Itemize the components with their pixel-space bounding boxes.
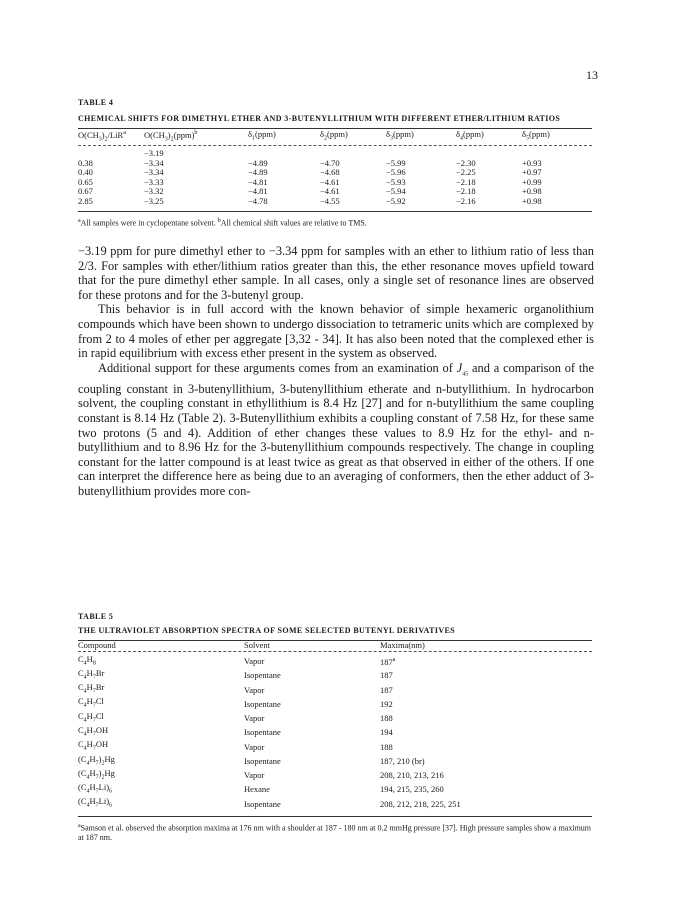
body-text: [78, 244, 594, 499]
table-cell: $C_4H_7Br$: [78, 667, 105, 681]
table-cell: Isopentane: [244, 798, 281, 809]
table-cell: 208, 212, 218, 225, 251: [380, 798, 461, 809]
table-cell: 0.65: [78, 176, 93, 187]
table-cell: −4.89: [248, 157, 268, 168]
table-row: [78, 740, 592, 754]
table-cell: Isopentane: [244, 727, 281, 738]
table-cell: +0.97: [522, 167, 542, 178]
table-4-header: $\delta_1(ppm)$: [248, 128, 276, 142]
table-row: [78, 669, 592, 683]
table-row: [78, 197, 592, 207]
table-cell: −4.78: [248, 196, 268, 207]
table-row: [78, 683, 592, 697]
table-4-bottom-rule: [78, 211, 592, 212]
table-cell: $(C_4H_7)_2Hg$: [78, 753, 115, 767]
table-cell: −4.70: [320, 157, 340, 168]
paragraph-3: Additional support for these arguments comes from an examination of $J_{45}$ and a comparison of the coupling constant in 3-butenyllithium, 3-butenyllithium etherate and n-butyllithium. In hydrocarbon solvent, the coupling constant in ethyllithium is 8.4 Hz [27] and for n-butyllithium the same coupling constant is 8.14 Hz (Table 2). 3-Butenyllithium exhibits a coupling constant of 7.58 Hz, for these same two protons (5 and 4). Addition of ether changes these values to 8.9 Hz for the ethyl- and n-butyllithium and to 8.96 Hz for the 3-butenyllithium compounds respectively. The change in coupling constant for the latter compound is at least twice as great as that observed in either of the others. If one can interpret the difference here as being due to an averaging of conformers, then the ether adduct of 3-butenyllithium provides more con-: [78, 360, 594, 498]
table-cell: Vapor: [244, 655, 265, 666]
table-4-header: $\delta_2(ppm)$: [320, 128, 348, 142]
table-cell: −4.81: [248, 176, 268, 187]
table-4-grid: [78, 129, 592, 207]
table-row: [78, 697, 592, 711]
table-cell: −3.19: [144, 148, 164, 159]
table-5-grid: [78, 641, 592, 812]
table-cell: 0.38: [78, 157, 93, 168]
table-row: [78, 712, 592, 726]
table-cell: 208, 210, 213, 216: [380, 770, 444, 781]
table-row: [78, 797, 592, 811]
table-cell: $C_4H_7OH$: [78, 725, 109, 738]
table-4-title: CHEMICAL SHIFTS FOR DIMETHYL ETHER AND 3-BUTENYLLITHIUM WITH DIFFERENT ETHER/LITHIUM RATIOS: [78, 114, 561, 123]
table-cell: 2.85: [78, 196, 93, 207]
table-cell: −3.34: [144, 167, 164, 178]
table-cell: Vapor: [244, 713, 265, 724]
table-cell: −5.92: [386, 196, 406, 207]
table-cell: Hexane: [244, 784, 270, 795]
table-row: [78, 769, 592, 783]
table-4-header: $\delta_3(ppm)$: [386, 128, 414, 142]
table-4-header: $O(CH_3)_2(ppm)^b$: [144, 129, 198, 143]
table-5-header: Compound: [78, 640, 116, 650]
table-5-header-row: [78, 641, 592, 651]
table-cell: 194: [380, 727, 393, 738]
table-cell: Isopentane: [244, 670, 281, 681]
table-4-header-rule: [78, 145, 592, 146]
table-cell: −4.55: [320, 196, 340, 207]
table-cell: Isopentane: [244, 755, 281, 766]
table-cell: −4.89: [248, 167, 268, 178]
table-cell: −4.81: [248, 186, 268, 197]
table-row: [78, 726, 592, 740]
table-cell: 188: [380, 741, 393, 752]
table-4-header: $\delta_5(ppm)$: [522, 128, 550, 142]
table-row: [78, 755, 592, 769]
table-cell: −2.18: [456, 186, 476, 197]
table-cell: −2.25: [456, 167, 476, 178]
table-cell: −3.33: [144, 176, 164, 187]
paragraph-2: This behavior is in full accord with the known behavior of simple hexameric organolithium compounds which have been shown to undergo dissociation to tetrameric units which are complexed by from 2 to 4 moles of ether per aggregate [3,32 - 34]. It has also been noted that the complexed ether is in rapid equilibrium with excess ether present in the system as observed.: [78, 302, 594, 361]
table-cell: +0.98: [522, 196, 542, 207]
table-5-title: THE ULTRAVIOLET ABSORPTION SPECTRA OF SOME SELECTED BUTENYL DERIVATIVES: [78, 626, 456, 635]
table-5-footnote: $^a$Samson et al. observed the absorption maxima at 176 nm with a shoulder at 187 - 180 nm at 0.2 mmHg pressure [37]. High pressure samples show a maximum at 187 nm.: [78, 822, 592, 843]
table-cell: −3.32: [144, 186, 164, 197]
table-cell: 0.67: [78, 186, 93, 197]
table-cell: $C_4H_8$: [78, 653, 96, 667]
table-cell: 187, 210 (br): [380, 755, 425, 766]
table-cell: −5.96: [386, 167, 406, 178]
table-cell: 192: [380, 698, 393, 709]
table-row: [78, 655, 592, 669]
table-cell: −3.34: [144, 157, 164, 168]
table-cell: −2.18: [456, 176, 476, 187]
table-4-header: $\delta_4(ppm)$: [456, 128, 484, 142]
table-cell: −5.99: [386, 157, 406, 168]
table-cell: $C_4H_7Cl$: [78, 696, 104, 710]
table-cell: −4.61: [320, 176, 340, 187]
table-cell: Isopentane: [244, 698, 281, 709]
table-cell: −5.94: [386, 186, 406, 197]
table-cell: +0.98: [522, 186, 542, 197]
table-cell: −4.68: [320, 167, 340, 178]
table-cell: 0.40: [78, 167, 93, 178]
table-5-header: Solvent: [244, 640, 270, 650]
paragraph-1: −3.19 ppm for pure dimethyl ether to −3.34 ppm for samples with an ether to lithium ratio of less than 2/3. For samples with ether/lithium ratios greater than this, the ether resonance moves upfield toward that for the pure dimethyl ether sample. In all cases, only a single set of resonance lines are observed for these protons and for the 3-butenyl group.: [78, 244, 594, 302]
table-cell: $C_4H_7Cl$: [78, 710, 104, 724]
table-cell: −2.30: [456, 157, 476, 168]
table-4-header: $O(CH_3)_2/LiR^a$: [78, 129, 126, 143]
table-cell: Vapor: [244, 770, 265, 781]
table-row: [78, 783, 592, 797]
table-cell: 188: [380, 713, 393, 724]
table-5-header: Maxima(nm): [380, 640, 425, 650]
table-cell: −5.93: [386, 176, 406, 187]
table-4-footnote: $^a$All samples were in cyclopentane solvent. $^b$All chemical shift values are relative to TMS.: [78, 217, 367, 228]
table-cell: +0.99: [522, 176, 542, 187]
table-cell: $(C_4H_7Li)_6$: [78, 796, 113, 810]
table-cell: $(C_4H_7Li)_6$: [78, 782, 113, 795]
table-4: [78, 98, 592, 228]
table-cell: −2.16: [456, 196, 476, 207]
table-cell: +0.93: [522, 157, 542, 168]
table-cell: $(C_4H_7)_2Hg$: [78, 767, 115, 781]
table-5-label: TABLE 5: [78, 612, 114, 621]
table-cell: 187: [380, 684, 393, 695]
table-cell: Vapor: [244, 741, 265, 752]
table-5-bottom-rule: [78, 816, 592, 817]
table-5: [78, 612, 592, 843]
table-cell: −4.61: [320, 186, 340, 197]
table-4-header-row: [78, 129, 592, 145]
table-cell: 187$^a$: [380, 656, 396, 667]
table-cell: 194, 215, 235, 260: [380, 784, 444, 795]
table-cell: Vapor: [244, 684, 265, 695]
table-cell: −3.25: [144, 196, 164, 207]
page-number: 13: [586, 68, 598, 82]
table-cell: $C_4H_7Br$: [78, 682, 105, 695]
table-cell: 187: [380, 670, 393, 681]
table-5-header-rule: [78, 651, 592, 652]
table-cell: $C_4H_7OH$: [78, 739, 109, 752]
table-4-label: TABLE 4: [78, 98, 114, 107]
